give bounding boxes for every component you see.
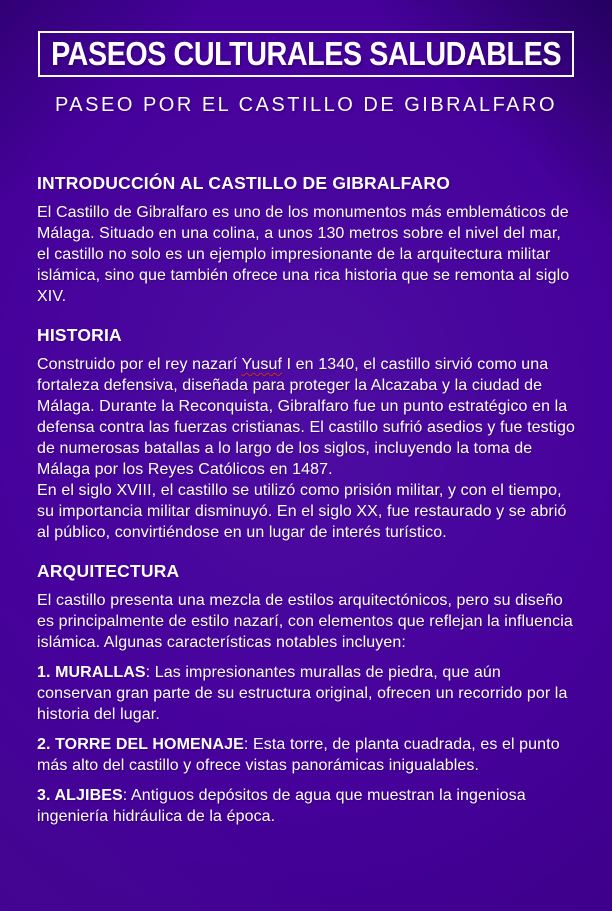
slide-page — [0, 31, 612, 911]
list-item-murallas-label: 1. MURALLAS — [37, 664, 146, 681]
historia-paragraph-2: En el siglo XVIII, el castillo se utilizó como prisión militar, y con el tiempo, su importancia militar disminuyó. En el siglo XX, fue restaurado y se abrió al público, convirtiéndose en un lugar de interés turístico. — [37, 482, 567, 541]
misspelled-word-spellcheck: Yusuf — [241, 356, 283, 373]
document-body — [37, 173, 576, 827]
section-heading-arquitectura: ARQUITECTURA — [37, 561, 180, 581]
list-item-murallas — [37, 662, 576, 725]
list-item-torre-text: : Esta torre, de planta cuadrada, es el punto más alto del castillo y ofrece vistas panorámicas inigualables. — [37, 736, 560, 774]
list-item-torre — [37, 734, 576, 776]
arquitectura-paragraph: El castillo presenta una mezcla de estilos arquitectónicos, pero su diseño es principalmente de estilo nazarí, con elementos que reflejan la influencia islámica. Algunas características notables incluyen: — [37, 592, 573, 651]
intro-paragraph: El Castillo de Gibralfaro es uno de los monumentos más emblemáticos de Málaga. Situado en una colina, a unos 130 metros sobre el nivel del mar, el castillo no solo es un ejemplo impresionante de la arquitectura militar islámica, sino que también ofrece una rica historia que se remonta al siglo XIV. — [37, 204, 570, 305]
historia-text-after: I en 1340, el castillo sirvió como una fortaleza defensiva, diseñada para proteger la Alcazaba y la ciudad de Málaga. Durante la Reconquista, Gibralfaro fue un punto estratégico en la defensa contra las fuerzas cristianas. El castillo sufrió asedios y fue testigo de numerosas batallas a lo largo de los siglos, incluyendo la toma de Málaga por los Reyes Católicos en 1487. — [37, 356, 575, 478]
list-item-murallas-text: : Las impresionantes murallas de piedra, que aún conservan gran parte de su estructura original, ofrecen un recorrido por la historia del lugar. — [37, 664, 568, 723]
list-item-aljibes — [37, 785, 576, 827]
list-item-torre-label: 2. TORRE DEL HOMENAJE — [37, 736, 244, 753]
list-item-aljibes-label: 3. ALJIBES — [37, 787, 123, 804]
section-heading-introduccion: INTRODUCCIÓN AL CASTILLO DE GIBRALFARO — [37, 173, 451, 193]
historia-paragraph-1 — [37, 354, 576, 480]
title-banner — [38, 31, 574, 77]
section-heading-historia: HISTORIA — [37, 325, 122, 345]
historia-text-before: Construido por el rey nazarí — [37, 356, 242, 373]
page-title: PASEOS CULTURALES SALUDABLES — [51, 35, 561, 72]
page-subtitle: PASEO POR EL CASTILLO DE GIBRALFARO — [54, 94, 558, 116]
list-item-aljibes-text: : Antiguos depósitos de agua que muestran la ingeniosa ingeniería hidráulica de la época. — [37, 787, 526, 825]
